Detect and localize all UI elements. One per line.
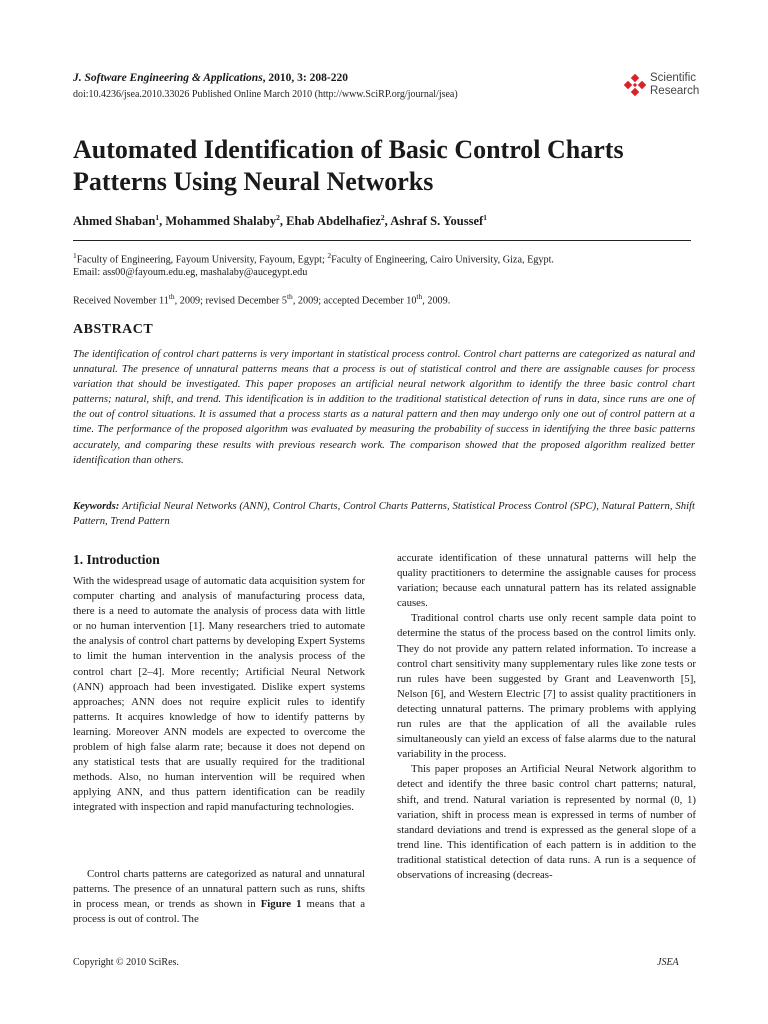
doi-line: doi:10.4236/jsea.2010.33026 Published Online March 2010 (http://www.SciRP.org/journal/jsea) <box>73 89 458 100</box>
scientific-research-logo <box>622 72 702 104</box>
abstract-body: The identification of control chart patterns is very important in statistical process control. Control chart patterns are categorized as natural and unnatural. The presence of unnatural patterns means that a process is out of statistical control and there are assignable causes for process variation that should be investigated. This paper proposes an artificial neural network algorithm to identify the three basic control chart patterns; natural, shift, and trend. This identification is in addition to the traditional statistical detection of runs in data, since runs are one of the out of control situations. It is assumed that a process starts as a natural pattern and then may undergo only one out of control pattern at a time. The performance of the proposed algorithm was evaluated by measuring the probability of success in identifying the three basic patterns accurately, and comparing these results with previous research work. The comparison showed that the proposed algorithm realized better identification than others. <box>73 348 695 466</box>
keywords-colon: : <box>115 500 123 512</box>
paragraph: accurate identification of these unnatural patterns will help the quality practitioners to determine the assignable causes for process variation; because each unnatural pattern has its related assignable causes. <box>397 552 696 610</box>
paragraph <box>73 867 365 927</box>
paragraph: With the widespread usage of automatic data acquisition system for computer charting and analysis of manufacturing process data, there is a need to automate the analysis of process data with little or no human intervention [1]. Many researchers tried to automate the analysis of control chart patterns by developing Expert Systems to limit the human intervention in the analysis process of the control chart [2–4]. More recently; Artificial Neural Network (ANN) approach had been investigated. Dislike expert systems approaches; ANN does not require explicit rules to identify patterns. It acquires knowledge of how to identify patterns by learning. Moreover ANN models are expected to overcome the problem of high false alarm rate; because it does not depend on any statistical tests that are usually required for the traditional methods. Also, no human intervention will be required when applying ANN, and thus pattern identification can be readily integrated with inspection and rapid manufacturing technologies. <box>73 575 365 814</box>
paragraph-text: Control charts patterns are categorized as natural and unnatural patterns. The presence of an unnatural pattern such as runs, shifts in process mean, or trends as shown in <box>73 868 365 911</box>
affil-marker: 2 <box>327 251 332 260</box>
figure-reference: Figure 1 <box>260 898 302 911</box>
right-column <box>397 551 696 883</box>
paper-title <box>73 134 713 198</box>
author-divider <box>73 240 691 241</box>
ordinal-suffix: th <box>286 292 293 301</box>
section-heading-introduction: 1. Introduction <box>73 552 160 567</box>
logo-line-2: Research <box>650 85 700 97</box>
author-name: Mohammed Shalaby <box>165 214 277 229</box>
paragraph: This paper proposes an Artificial Neural Network algorithm to detect and identify the three basic control chart patterns; natural, shift, and trend. Natural variation is represented by normal (0, 1) variation, shift in process mean is expressed in terms of number of standard deviations and trend is expressed as the general slope of a trend line. This identification of each pattern is in addition to the traditional statistical detection of data runs. A run is a sequence of observations of increasing (decreas- <box>397 763 696 881</box>
journal-citation <box>73 72 348 84</box>
paragraph: Traditional control charts use only recent sample data point to determine the status of the process based on the control limits only. They do not provide any pattern related information. To increase a control chart sensitivity many supplementary rules like zone tests or run rules have been suggested by Grant and Leavenworth [5], Nelson [6], and Western Electric [7] to assist quality practitioners in detecting unnatural patterns. The primary problems with applying run rules are that the application of all the available rules simultaneously can yield an excess of false alarms due to the natural variability in the process. <box>397 612 696 761</box>
paragraph-text: means that a process is out of control. The <box>73 898 365 926</box>
author-list: Ahmed Shaban$^1$, Mohammed Shalaby$^2$, Ehab Abdelhafiez$^2$, Ashraf S. Youssef$^1$ <box>73 213 487 229</box>
submission-dates <box>73 292 450 306</box>
journal-name: J. Software Engineering & Applications <box>73 72 263 84</box>
logo-line-1: Scientific <box>650 72 697 84</box>
author-affil-marker: 2 <box>380 213 385 222</box>
title-line-1: Automated Identification of Basic Control Charts <box>73 135 624 164</box>
revised-date: , 2009; revised December 5 <box>174 295 287 307</box>
left-column-paragraph-2 <box>73 867 365 927</box>
author-name: Ehab Abdelhafiez <box>286 214 381 229</box>
title-line-2: Patterns Using Neural Networks <box>73 167 434 196</box>
affiliation-1: Faculty of Engineering, Fayoum University, Fayoum, Egypt; <box>76 254 328 266</box>
author-affil-marker: 1 <box>483 213 487 222</box>
author-affil-marker: 1 <box>155 213 160 222</box>
author-name: Ahmed Shaban <box>73 214 156 229</box>
author-name: Ashraf S. Youssef <box>390 214 484 229</box>
copyright-footer: Copyright © 2010 SciRes. <box>73 957 179 968</box>
left-column-paragraph-1 <box>73 574 365 816</box>
ordinal-suffix: th <box>416 292 423 301</box>
publisher-logo-text <box>650 72 699 98</box>
dates-end: , 2009. <box>422 295 451 307</box>
keywords <box>73 499 695 530</box>
received-date: Received November 11 <box>73 295 169 307</box>
ordinal-suffix: th <box>168 292 175 301</box>
affiliations <box>73 249 554 279</box>
email-line: Email: ass00@fayoum.edu.eg, mashalaby@aucegypt.edu <box>73 267 308 279</box>
affiliation-line <box>73 249 554 266</box>
abstract-heading: ABSTRACT <box>73 322 154 337</box>
affil-marker: 1 <box>73 251 77 260</box>
accepted-date: , 2009; accepted December 10 <box>292 295 417 307</box>
publisher-logo-icon <box>622 74 648 100</box>
journal-abbrev-footer: JSEA <box>657 957 679 968</box>
keywords-list: Artificial Neural Networks (ANN), Control Charts, Control Charts Patterns, Statistical Process Control (SPC), Natural Pattern, Shift Pattern, Trend Pattern <box>73 500 695 528</box>
affiliation-2: Faculty of Engineering, Cairo University, Giza, Egypt. <box>331 254 554 266</box>
journal-volume: , 2010, 3: 208-220 <box>262 72 348 84</box>
author-affil-marker: 2 <box>276 213 280 222</box>
keywords-label: Keywords <box>73 500 116 512</box>
